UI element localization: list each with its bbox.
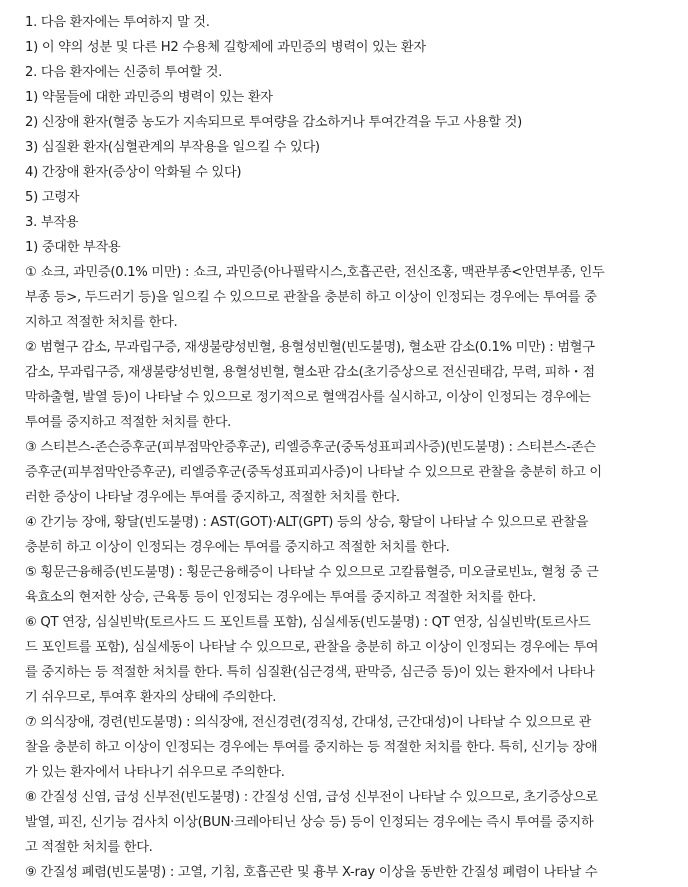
text-line: 드 포인트를 포함), 심실세동이 나타날 수 있으므로, 관찰을 충분히 하고 이상이 인정되는 경우에는 투여 [25, 640, 599, 655]
text-line: 4) 간장애 환자(증상이 악화될 수 있다) [25, 165, 242, 180]
text-line: 3) 심질환 환자(심혈관계의 부작용을 일으킬 수 있다) [25, 140, 320, 155]
text-line: ② 범혈구 감소, 무과립구증, 재생불량성빈혈, 용혈성빈혈(빈도불명), 혈소판 감소(0.1% 미만) : 범혈구 [25, 340, 595, 355]
text-line: 고 적절한 처치를 한다. [25, 840, 153, 855]
text-line: ③ 스티븐스-존슨증후군(피부점막안증후군), 리엘증후군(중독성표피괴사증)(빈도불명) : 스티븐스-존슨 [25, 440, 596, 455]
text-line: ⑧ 간질성 신염, 급성 신부전(빈도불명) : 간질성 신염, 급성 신부전이 나타날 수 있으므로, 초기증상으로 [25, 790, 598, 805]
text-line: 충분히 하고 이상이 인정되는 경우에는 투여를 중지하고 적절한 처치를 한다. [25, 540, 450, 555]
text-line: 발열, 피진, 신기능 검사치 이상(BUN·크레아티닌 상승 등) 등이 인정되는 경우에는 즉시 투여를 중지하 [25, 815, 594, 830]
text-line: 1) 이 약의 성분 및 다른 H2 수용체 길항제에 과민증의 병력이 있는 환자 [25, 40, 426, 55]
text-line: 를 중지하는 등 적절한 처치를 한다. 특히 심질환(심근경색, 판막증, 심근증 등)이 있는 환자에서 나타나 [25, 665, 595, 680]
text-line: ① 쇼크, 과민증(0.1% 미만) : 쇼크, 과민증(아나필락시스,호흡곤란, 전신조홍, 맥관부종<안면부종, 인두 [25, 265, 605, 280]
text-line: 증후군(피부점막안증후군), 리엘증후군(중독성표피괴사증)이 나타날 수 있으므로 관찰을 충분히 하고 이 [25, 465, 602, 480]
text-line: ④ 간기능 장애, 황달(빈도불명) : AST(GOT)·ALT(GPT) 등의 상승, 황달이 나타날 수 있으므로 관찰을 [25, 515, 589, 530]
text-line: 러한 증상이 나타날 경우에는 투여를 중지하고, 적절한 처치를 한다. [25, 490, 400, 505]
text-line: ⑤ 횡문근융해증(빈도불명) : 횡문근융해증이 나타날 수 있으므로 고칼륨혈증, 미오글로빈뇨, 혈청 중 근 [25, 565, 599, 580]
text-line: 가 있는 환자에서 나타나기 쉬우므로 주의한다. [25, 765, 285, 780]
section-heading-side-effects: 3. 부작용 [25, 215, 79, 230]
subsection-heading-serious-side-effects: 1) 중대한 부작용 [25, 240, 121, 255]
text-line: 2) 신장애 환자(혈중 농도가 지속되므로 투여량을 감소하거나 투여간격을 두고 사용할 것) [25, 115, 522, 130]
text-line: 막하출혈, 발열 등)이 나타날 수 있으므로 정기적으로 혈액검사를 실시하고, 이상이 인정되는 경우에는 [25, 390, 591, 405]
text-line: 기 쉬우므로, 투여후 환자의 상태에 주의한다. [25, 690, 277, 705]
text-line: ⑨ 간질성 폐렴(빈도불명) : 고열, 기침, 호흡곤란 및 흉부 X-ray 이상을 동반한 간질성 폐렴이 나타날 수 [25, 865, 598, 880]
text-line: 감소, 무과립구증, 재생불량성빈혈, 용혈성빈혈, 혈소판 감소(초기증상으로 전신권태감, 무력, 피하・점 [25, 365, 595, 380]
text-line: 투여를 중지하고 적절한 처치를 한다. [25, 415, 232, 430]
text-line: 5) 고령자 [25, 190, 80, 205]
text-line: 부종 등>, 두드러기 등)을 일으킬 수 있으므로 관찰을 충분히 하고 이상이 인정되는 경우에는 투여를 중 [25, 290, 597, 305]
text-line: ⑦ 의식장애, 경련(빈도불명) : 의식장애, 전신경련(경직성, 간대성, 근간대성)이 나타날 수 있으므로 관 [25, 715, 592, 730]
text-line: 1) 약물들에 대한 과민증의 병력이 있는 환자 [25, 90, 273, 105]
text-line: ⑥ QT 연장, 심실빈박(토르사드 드 포인트를 포함), 심실세동(빈도불명) : QT 연장, 심실빈박(토르사드 [25, 615, 591, 630]
section-heading-caution: 2. 다음 환자에는 신중히 투여할 것. [25, 65, 223, 80]
section-heading-contraindications: 1. 다음 환자에는 투여하지 말 것. [25, 15, 210, 30]
text-line: 지하고 적절한 처치를 한다. [25, 315, 178, 330]
text-line: 육효소의 현저한 상승, 근육통 등이 인정되는 경우에는 투여를 중지하고 적절한 처치를 한다. [25, 590, 536, 605]
text-line: 찰을 충분히 하고 이상이 인정되는 경우에는 투여를 중지하는 등 적절한 처치를 한다. 특히, 신기능 장애 [25, 740, 598, 755]
